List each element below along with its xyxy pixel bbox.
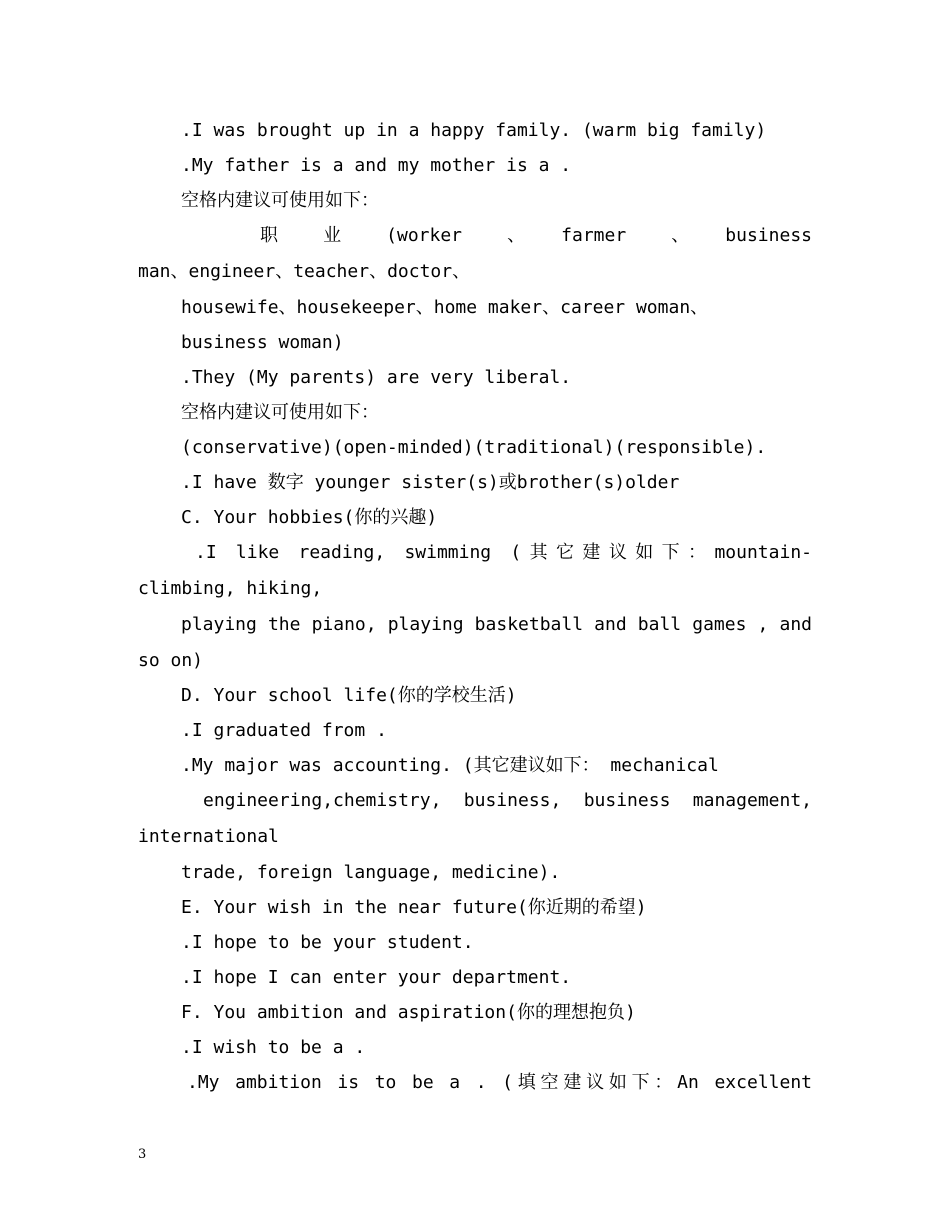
text-line: .My major was accounting. (其它建议如下： mechanical <box>181 755 719 776</box>
section-heading: E. Your wish in the near future(你近期的希望) <box>181 897 647 918</box>
text-line: .My father is a and my mother is a . <box>181 155 572 176</box>
text-line: engineering,chemistry, business, business management, <box>203 790 812 811</box>
section-heading: D. Your school life(你的学校生活) <box>181 685 517 706</box>
text-line: playing the piano, playing basketball and ball games , and <box>181 614 812 635</box>
text-line: man、engineer、teacher、doctor、 <box>138 261 471 282</box>
text-line: .I have 数字 younger sister(s)或brother(s)older <box>181 472 680 493</box>
text-line: .I hope to be your student. <box>181 932 474 953</box>
text-line: .I wish to be a . <box>181 1037 366 1058</box>
text-line: trade, foreign language, medicine). <box>181 862 561 883</box>
text-line: .I was brought up in a happy family. (warm big family) <box>181 120 767 141</box>
page-number: 3 <box>138 1147 147 1162</box>
section-heading: F. You ambition and aspiration(你的理想抱负) <box>181 1002 636 1023</box>
text-line: 职 业 (worker 、 farmer 、 business <box>260 225 812 246</box>
text-line: (conservative)(open-minded)(traditional)(responsible). <box>181 437 767 458</box>
text-line: .My ambition is to be a . (填空建议如下：An excellent <box>187 1072 812 1093</box>
section-heading: C. Your hobbies(你的兴趣) <box>181 507 438 528</box>
text-line: climbing, hiking, <box>138 578 323 599</box>
text-line: .I hope I can enter your department. <box>181 967 572 988</box>
text-line: international <box>138 826 279 847</box>
text-line: business woman) <box>181 332 344 353</box>
text-line: 空格内建议可使用如下： <box>181 190 379 211</box>
text-line: .I graduated from . <box>181 720 387 741</box>
text-line: so on) <box>138 650 204 671</box>
text-line: .I like reading, swimming (其它建议如下：mountain- <box>195 542 812 563</box>
text-line: housewife、housekeeper、home maker、career woman、 <box>181 297 709 318</box>
text-line: .They (My parents) are very liberal. <box>181 367 572 388</box>
text-line: 空格内建议可使用如下： <box>181 402 379 423</box>
